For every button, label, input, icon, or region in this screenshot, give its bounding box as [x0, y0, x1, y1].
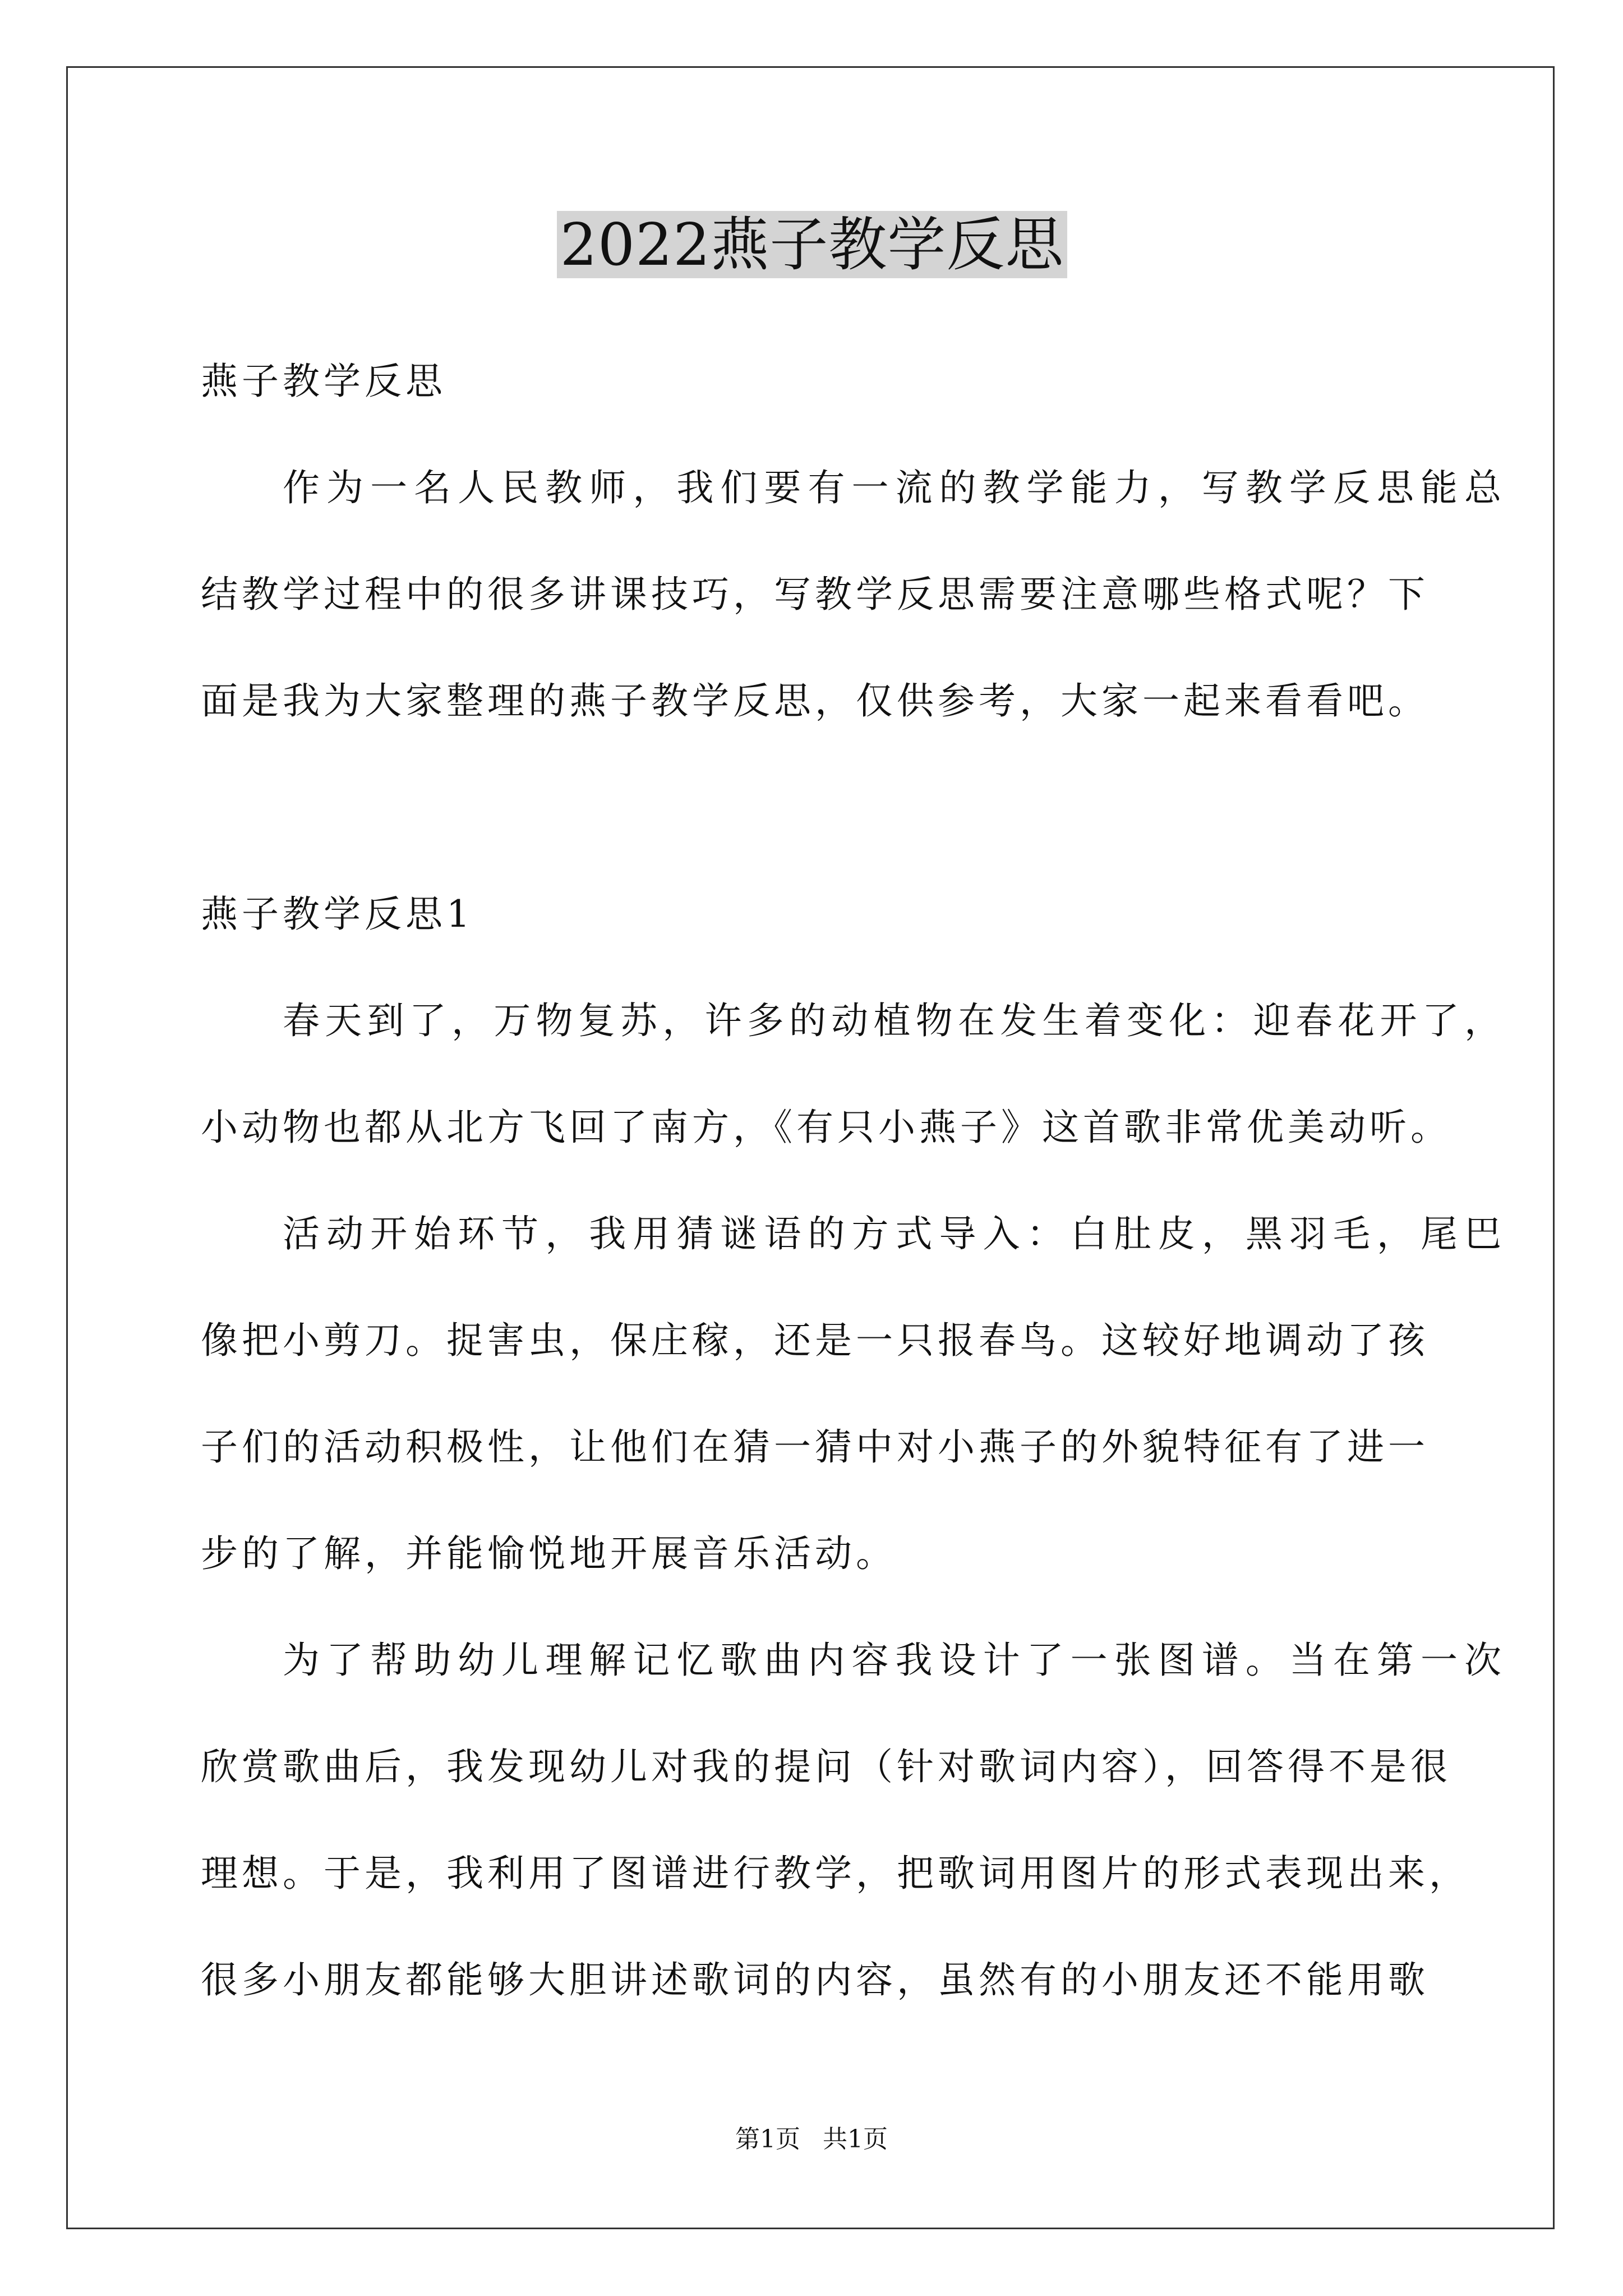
paragraph-line: 子们的活动积极性，让他们在猜一猜中对小燕子的外貌特征有了进一: [201, 1425, 1429, 1469]
paragraph-line: 为了帮助幼儿理解记忆歌曲内容我设计了一张图谱。当在第一次: [283, 1639, 1505, 1682]
paragraph-line: 春天到了，万物复苏，许多的动植物在发生着变化：迎春花开了，: [283, 999, 1505, 1042]
document-title: 2022燕子教学反思: [557, 211, 1068, 278]
paragraph-line: 理想。于是，我利用了图谱进行教学，把歌词用图片的形式表现出来，: [201, 1852, 1470, 1895]
section-heading: 燕子教学反思: [201, 360, 446, 403]
paragraph-line: 作为一名人民教师，我们要有一流的教学能力，写教学反思能总: [283, 466, 1505, 509]
page-total: 共1页: [823, 2125, 888, 2154]
paragraph-line: 步的了解，并能愉悦地开展音乐活动。: [201, 1532, 897, 1575]
section-heading: 燕子教学反思1: [201, 892, 474, 936]
paragraph-line: 像把小剪刀。捉害虫，保庄稼，还是一只报春鸟。这较好地调动了孩: [201, 1319, 1429, 1362]
title-container: [201, 211, 1423, 278]
page-number: 第1页: [735, 2125, 800, 2154]
paragraph-line: 欣赏歌曲后，我发现幼儿对我的提问（针对歌词内容），回答得不是很: [201, 1745, 1451, 1788]
page-footer: [0, 2124, 1623, 2155]
paragraph-line: 小动物也都从北方飞回了南方，《有只小燕子》这首歌非常优美动听。: [201, 1106, 1451, 1149]
paragraph-line: 结教学过程中的很多讲课技巧，写教学反思需要注意哪些格式呢？下: [201, 573, 1429, 616]
paragraph-line: 活动开始环节，我用猜谜语的方式导入：白肚皮，黑羽毛，尾巴: [283, 1212, 1505, 1255]
paragraph-line: 很多小朋友都能够大胆讲述歌词的内容，虽然有的小朋友还不能用歌: [201, 1958, 1429, 2001]
paragraph-line: 面是我为大家整理的燕子教学反思，仅供参考，大家一起来看看吧。: [201, 679, 1429, 723]
